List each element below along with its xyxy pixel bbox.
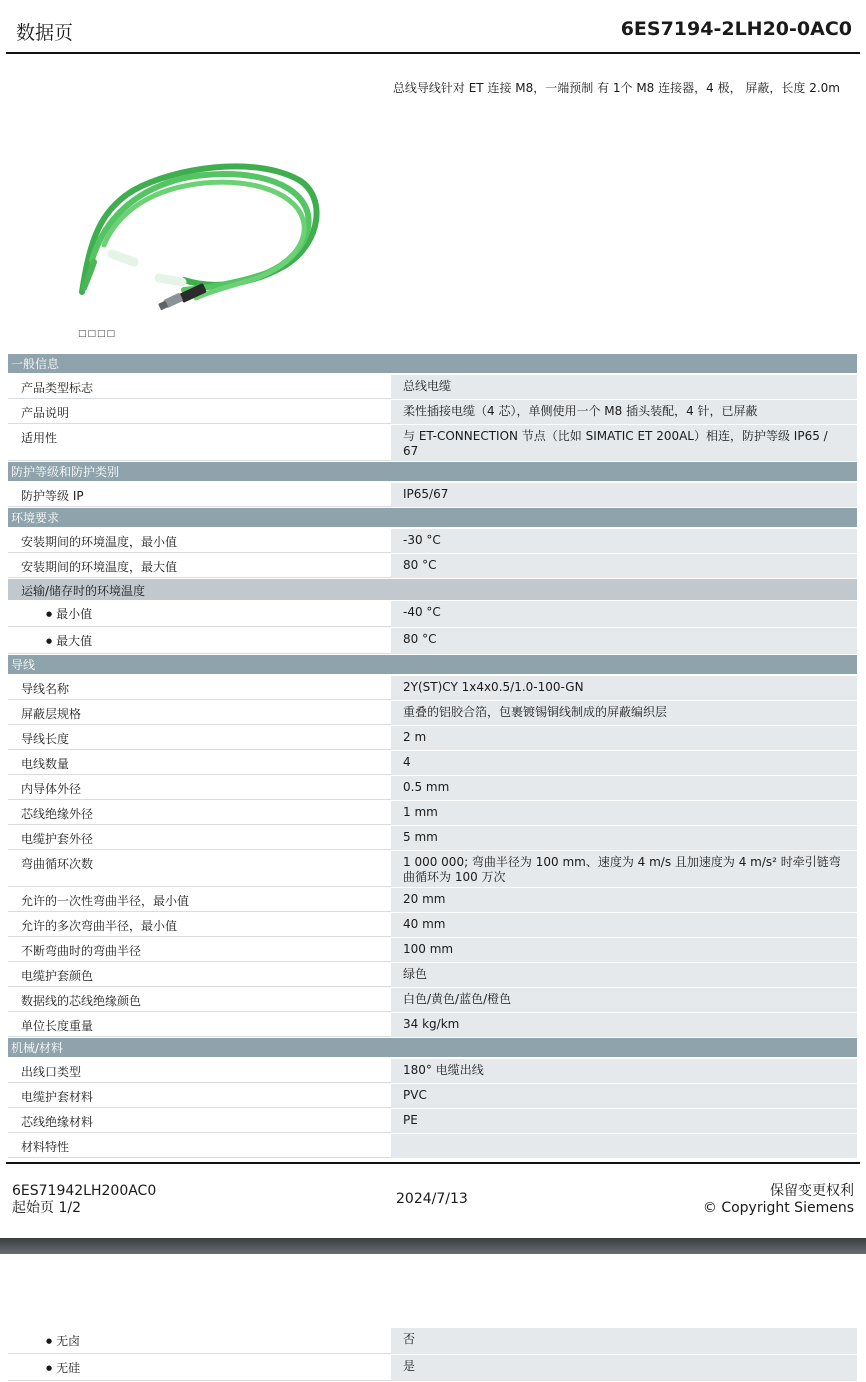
row-label: 出线口类型: [8, 1059, 391, 1083]
row-label: 导线名称: [8, 676, 391, 700]
row-label: 材料特性: [8, 1134, 391, 1158]
table-row: [8, 425, 857, 462]
footer-copyright: © Copyright Siemens: [702, 1200, 854, 1216]
datasheet-page-2: [0, 1254, 866, 1380]
page-header: [0, 0, 866, 56]
footer-left: [12, 1183, 156, 1217]
row-label: ● 最大值: [8, 628, 391, 654]
table-row: [8, 601, 857, 628]
section-header: 环境要求: [8, 508, 857, 529]
row-label: 安装期间的环境温度，最大值: [8, 554, 391, 578]
table-row: [8, 400, 857, 425]
row-label: 电缆护套材料: [8, 1084, 391, 1108]
table-row: [8, 483, 857, 508]
row-value: -30 °C: [391, 529, 857, 553]
row-label: ● 无硅: [8, 1355, 391, 1381]
table-row: [8, 776, 857, 801]
row-label: 导线长度: [8, 726, 391, 750]
table-row: [8, 851, 857, 888]
row-value: 40 mm: [391, 913, 857, 937]
row-value: 80 °C: [391, 628, 857, 654]
table-row: [8, 913, 857, 938]
page-footer: [0, 1162, 866, 1238]
footer-page-number: 起始页 1/2: [12, 1200, 81, 1216]
row-label: 安装期间的环境温度，最小值: [8, 529, 391, 553]
page-separator: [0, 1238, 866, 1254]
table-row: [8, 963, 857, 988]
row-label: 防护等级 IP: [8, 483, 391, 507]
row-value: 34 kg/km: [391, 1013, 857, 1037]
table-row: [8, 1059, 857, 1084]
part-number: 6ES7194-2LH20-0AC0: [620, 18, 852, 40]
row-label: 电缆护套颜色: [8, 963, 391, 987]
table-row: [8, 1084, 857, 1109]
table-row: [8, 801, 857, 826]
row-label: ● 无卤: [8, 1328, 391, 1354]
row-value: 柔性插接电缆（4 芯），单侧使用一个 M8 插头装配，4 针，已屏蔽: [391, 400, 857, 424]
row-value: IP65/67: [391, 483, 857, 507]
row-value: 100 mm: [391, 938, 857, 962]
row-label: 不断弯曲时的弯曲半径: [8, 938, 391, 962]
footer-rights: 保留变更权利: [770, 1183, 854, 1199]
row-label: 屏蔽层规格: [8, 701, 391, 725]
row-value: 否: [391, 1328, 857, 1354]
row-value: 总线电缆: [391, 375, 857, 399]
row-value: 重叠的铝胶合箔，包裹镀锡铜线制成的屏蔽编织层: [391, 701, 857, 725]
row-value: 20 mm: [391, 888, 857, 912]
row-label: 芯线绝缘材料: [8, 1109, 391, 1133]
row-value: 2 m: [391, 726, 857, 750]
row-label: 电缆护套外径: [8, 826, 391, 850]
table-row: [8, 938, 857, 963]
row-value: 80 °C: [391, 554, 857, 578]
row-value: [391, 1134, 857, 1158]
table-row: [8, 1013, 857, 1038]
table-row: [8, 1134, 857, 1159]
row-value: 2Y(ST)CY 1x4x0.5/1.0-100-GN: [391, 676, 857, 700]
row-label: 产品说明: [8, 400, 391, 424]
row-value: 白色/黄色/蓝色/橙色: [391, 988, 857, 1012]
row-value: 180° 电缆出线: [391, 1059, 857, 1083]
table-row: [8, 375, 857, 400]
cable-product-image: [64, 150, 334, 330]
footer-right: [703, 1183, 854, 1217]
row-value: 与 ET-CONNECTION 节点（比如 SIMATIC ET 200AL）相连，防护等级 IP65 / 67: [391, 425, 857, 461]
header-divider: [6, 52, 860, 54]
footer-date: 2024/7/13: [396, 1191, 468, 1207]
section-header: 机械/材料: [8, 1038, 857, 1059]
table-row: [8, 628, 857, 655]
row-label: ● 最小值: [8, 601, 391, 627]
row-label: 产品类型标志: [8, 375, 391, 399]
row-value: 绿色: [391, 963, 857, 987]
table-row: [8, 988, 857, 1013]
section-header: 防护等级和防护类别: [8, 462, 857, 483]
row-value: 5 mm: [391, 826, 857, 850]
row-value: PVC: [391, 1084, 857, 1108]
row-label: 电线数量: [8, 751, 391, 775]
row-label: 数据线的芯线绝缘颜色: [8, 988, 391, 1012]
table-row: [8, 888, 857, 913]
row-label: 单位长度重量: [8, 1013, 391, 1037]
table-row: [8, 1109, 857, 1134]
table-row: [8, 676, 857, 701]
section-header: 导线: [8, 655, 857, 676]
footer-code: 6ES71942LH200AC0: [12, 1183, 157, 1199]
table-row: [8, 751, 857, 776]
row-value: 4: [391, 751, 857, 775]
footer-divider: [6, 1162, 860, 1164]
table-row: [8, 726, 857, 751]
table-row: [8, 554, 857, 579]
row-value: 1 mm: [391, 801, 857, 825]
image-caption: □□□□: [78, 329, 117, 339]
row-label: 允许的多次弯曲半径，最小值: [8, 913, 391, 937]
row-label: 内导体外径: [8, 776, 391, 800]
table-row: [8, 826, 857, 851]
row-label: 适用性: [8, 425, 391, 461]
product-subtitle: 总线导线针对 ET 连接 M8，一端预制 有 1个 M8 连接器，4 极， 屏蔽，长度 2.0m: [392, 81, 840, 95]
row-label: 芯线绝缘外径: [8, 801, 391, 825]
row-value: 是: [391, 1355, 857, 1381]
table-row: [8, 701, 857, 726]
table-row: [8, 529, 857, 554]
subsection-header: 运输/储存时的环境温度: [8, 579, 857, 601]
row-value: 1 000 000; 弯曲半径为 100 mm、速度为 4 m/s 且加速度为 4 m/s² 时牵引链弯曲循环为 100 万次: [391, 851, 857, 887]
spec-table: [8, 354, 857, 1159]
row-value: -40 °C: [391, 601, 857, 627]
row-value: 0.5 mm: [391, 776, 857, 800]
doc-title: 数据页: [16, 22, 74, 44]
section-header: 一般信息: [8, 354, 857, 375]
table-row: [8, 1328, 857, 1355]
row-value: PE: [391, 1109, 857, 1133]
row-label: 弯曲循环次数: [8, 851, 391, 887]
spec-table-continued: [8, 1328, 857, 1382]
row-label: 允许的一次性弯曲半径，最小值: [8, 888, 391, 912]
table-row: [8, 1355, 857, 1382]
